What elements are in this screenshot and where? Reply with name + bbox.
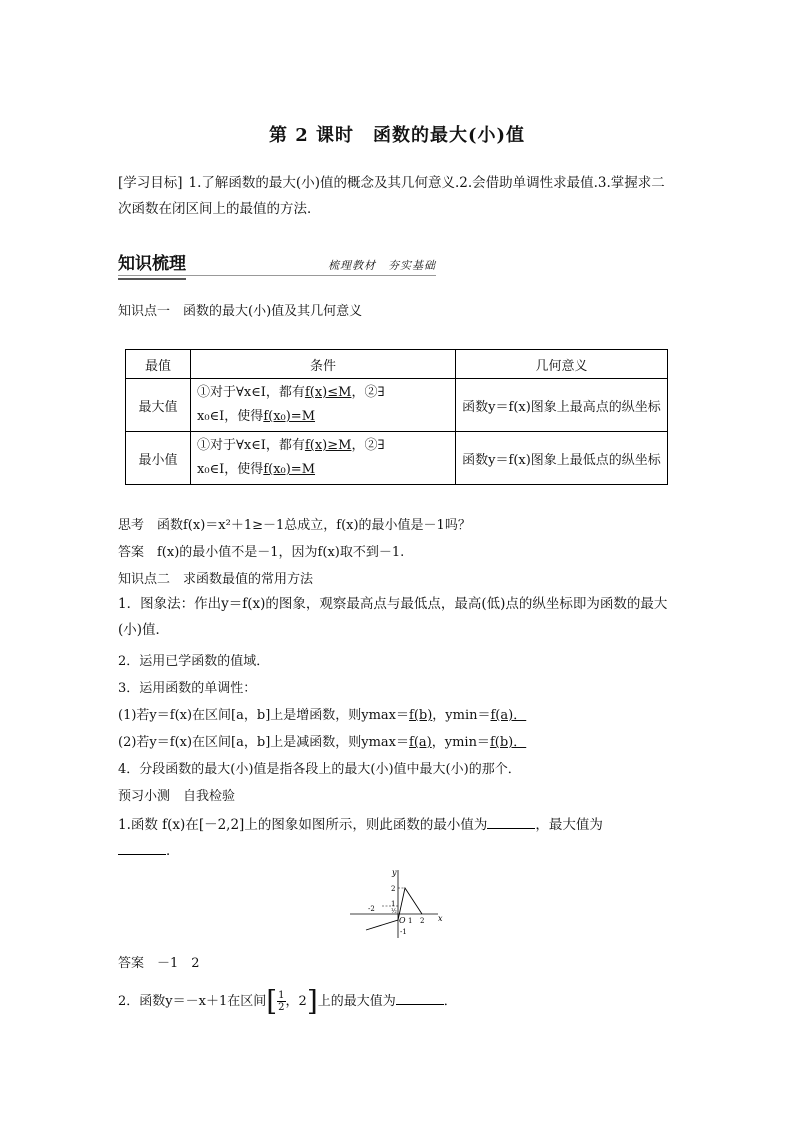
right-bracket: ] xyxy=(306,984,318,1018)
left-bracket: [ xyxy=(266,984,278,1018)
table-row xyxy=(126,379,668,432)
frac-den: 2 xyxy=(278,1002,285,1013)
method-3a xyxy=(118,704,526,723)
table-row xyxy=(126,432,668,485)
question-1 xyxy=(118,812,678,864)
cond-underlined: f(x)≤M xyxy=(304,385,352,400)
q2-text: ，2 xyxy=(285,994,307,1009)
cond-text: ①对于∀x∈I，都有 xyxy=(197,438,305,453)
row-condition xyxy=(191,432,456,485)
think-question: 思考 函数f(x)＝x²＋1≥－1总成立，f(x)的最小值是－1吗？ xyxy=(118,518,471,533)
function-graph xyxy=(346,866,446,940)
tick-2: 2 xyxy=(391,885,396,893)
answer-blank[interactable] xyxy=(487,828,535,829)
table-header: 最值 xyxy=(126,350,191,379)
knowledge-point-1: 知识点一 函数的最大(小)值及其几何意义 xyxy=(118,304,363,319)
m3b-underlined: f(a) xyxy=(409,735,432,750)
tick-1: 1 xyxy=(391,900,396,908)
cond-underlined: f(x₀)=M xyxy=(263,409,316,424)
m3b-text: ，ymin＝ xyxy=(431,735,490,750)
row-geometry: 函数y＝f(x)图象上最高点的纵坐标 xyxy=(456,379,668,432)
section-header xyxy=(118,249,436,277)
cond-text: ，②∃ xyxy=(351,438,385,453)
frac-num: 1 xyxy=(278,990,285,1001)
section-divider xyxy=(118,275,436,276)
fraction xyxy=(277,990,285,1013)
q2-text: 上的最大值为 xyxy=(317,994,396,1009)
section-title: 知识梳理 xyxy=(118,249,186,280)
answer-q1: 答案 －1 2 xyxy=(118,956,200,971)
method-1: 1．图象法：作出y＝f(x)的图象，观察最高点与最低点，最高(低)点的纵坐标即为函数的最大(小)值． xyxy=(118,596,668,638)
cond-underlined: f(x₀)=M xyxy=(263,462,316,477)
question-2 xyxy=(118,984,457,1018)
tick-x-2: 2 xyxy=(420,917,425,925)
preview-heading: 预习小测 自我检验 xyxy=(118,789,236,804)
origin-label: O xyxy=(399,916,406,925)
m3b-underlined: f(b)． xyxy=(489,735,527,750)
cond-text: x₀∈I，使得 xyxy=(197,462,264,477)
section-tag: 梳理教材 夯实基础 xyxy=(328,259,436,272)
m3a-text: (1)若y＝f(x)在区间[a，b]上是增函数，则ymax＝ xyxy=(118,708,410,723)
learning-goals xyxy=(118,170,678,222)
tick-half: ½ xyxy=(391,908,397,915)
goals-label: [学习目标] xyxy=(118,175,183,191)
answer-blank[interactable] xyxy=(396,1004,444,1005)
q1-text: 1.函数 f(x)在[－2,2]上的图象如图所示，则此函数的最小值为 xyxy=(118,817,488,833)
tick-x-1: 1 xyxy=(408,917,413,925)
table-header: 条件 xyxy=(191,350,456,379)
tick-neg-2: -2 xyxy=(368,905,375,913)
extremum-table xyxy=(125,349,668,485)
q2-text: ． xyxy=(443,994,457,1009)
method-4: 4．分段函数的最大(小)值是指各段上的最大(小)值中最大(小)的那个． xyxy=(118,762,521,777)
method-3: 3．运用函数的单调性： xyxy=(118,681,257,696)
method-3b xyxy=(118,731,526,750)
table-header-row xyxy=(126,350,668,379)
answer-blank[interactable] xyxy=(118,854,166,855)
row-name: 最小值 xyxy=(126,432,191,485)
q1-text: ． xyxy=(166,843,180,859)
think-answer: 答案 f(x)的最小值不是－1，因为f(x)取不到－1. xyxy=(118,545,405,560)
m3a-underlined: f(b) xyxy=(409,708,433,723)
goals-text: 1.了解函数的最大(小)值的概念及其几何意义.2.会借助单调性求最值.3.掌握求二次函数在闭区间上的最值的方法． xyxy=(118,175,665,217)
tick-neg-1: -1 xyxy=(400,928,407,936)
x-label: x xyxy=(438,914,443,923)
cond-underlined: f(x)≥M xyxy=(304,438,352,453)
q1-text: ，最大值为 xyxy=(535,817,603,833)
cond-text: ，②∃ xyxy=(351,385,385,400)
q2-text: 2．函数y＝－x＋1在区间 xyxy=(118,994,267,1009)
table-header: 几何意义 xyxy=(456,350,668,379)
method-2: 2．运用已学函数的值域． xyxy=(118,654,270,669)
m3a-text: ，ymin＝ xyxy=(432,708,491,723)
row-name: 最大值 xyxy=(126,379,191,432)
m3a-underlined: f(a)． xyxy=(490,708,527,723)
cond-text: ①对于∀x∈I，都有 xyxy=(197,385,305,400)
page-title: 第 2 课时 函数的最大(小)值 xyxy=(268,125,526,146)
knowledge-point-2: 知识点二 求函数最值的常用方法 xyxy=(118,572,314,587)
row-condition xyxy=(191,379,456,432)
row-geometry: 函数y＝f(x)图象上最低点的纵坐标 xyxy=(456,432,668,485)
cond-text: x₀∈I，使得 xyxy=(197,409,264,424)
y-label: y xyxy=(392,868,397,877)
m3b-text: (2)若y＝f(x)在区间[a，b]上是减函数，则ymax＝ xyxy=(118,735,410,750)
